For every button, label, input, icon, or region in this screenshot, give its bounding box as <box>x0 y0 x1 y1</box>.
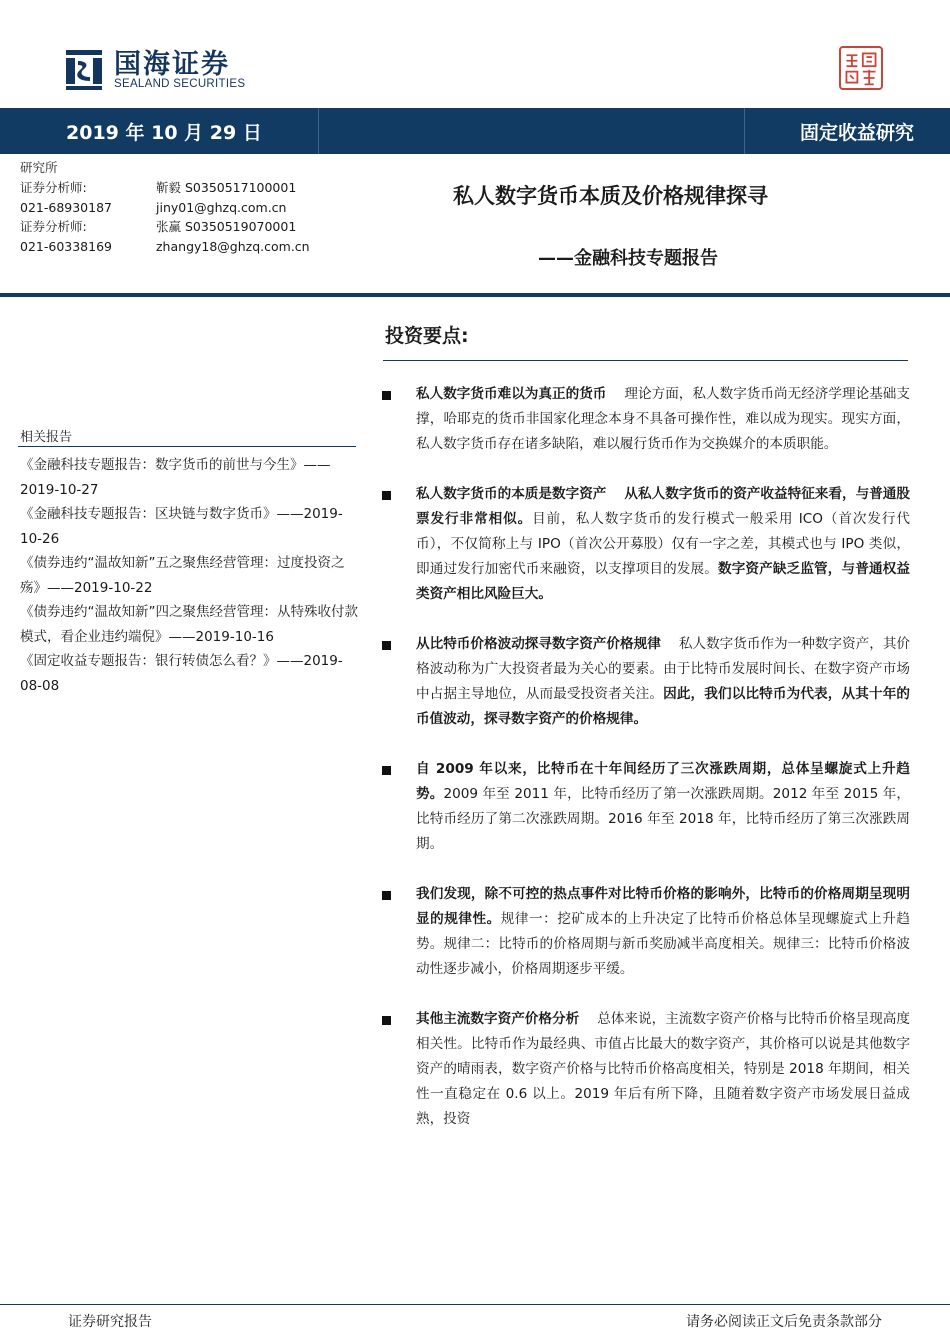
analyst-contact-row <box>20 237 350 257</box>
analyst-row <box>20 178 350 198</box>
summary-item <box>382 757 910 857</box>
logo-chinese-name: 国海证券 <box>114 49 230 80</box>
summary-item <box>382 482 910 607</box>
analyst-name-license: 张赢 S0350519070001 <box>156 219 297 235</box>
analyst-role: 证券分析师: <box>20 179 87 195</box>
sealand-logo-icon <box>62 44 106 90</box>
report-subtitle: ——金融科技专题报告 <box>538 248 718 269</box>
summary-heading: 投资要点: <box>385 325 469 347</box>
header-rule <box>0 293 950 297</box>
summary-item-text: 目前，私人数字货币的发行模式一般采用 ICO（首次发行代币），不仅简称上与 IPO（首次公开募股）仅有一字之差，其模式也与 IPO 类似，即通过发行加密代币来融资，以支撑项目的发展。 <box>416 511 910 577</box>
summary-divider <box>383 360 908 361</box>
summary-item-text: 规律一：挖矿成本的上升决定了比特币价格总体呈现螺旋式上升趋势。规律二：比特币的价格周期与新币奖励减半高度相关。规律三：比特币价格波动性逐步减小，价格周期逐步平缓。 <box>416 911 911 977</box>
summary-item-lead: 自 2009 年以来，比特币在十年间经历了三次涨跌周期，总体呈螺旋式上升趋势。 <box>416 761 910 802</box>
analyst-info <box>20 158 350 257</box>
logo-english-name: SEALAND SECURITIES <box>114 78 246 90</box>
summary-item-lead: 私人数字货币的本质是数字资产 <box>416 486 607 502</box>
header-banner <box>0 108 950 154</box>
summary-item-lead: 从比特币价格波动探寻数字资产价格规律 <box>416 636 661 652</box>
analyst-name-license: 靳毅 S0350517100001 <box>156 179 297 195</box>
square-bullet-icon <box>382 1016 391 1025</box>
related-reports-heading: 相关报告 <box>20 430 73 445</box>
summary-item-emphasis: 因此，我们以比特币为代表，从其十年的币值波动，探寻数字资产的价格规律。 <box>416 686 911 727</box>
related-report-link[interactable]: 《金融科技专题报告：数字货币的前世与今生》——2019-10-27 <box>20 457 331 498</box>
analyst-phone: 021-68930187 <box>20 199 112 215</box>
research-seal-icon <box>839 46 883 90</box>
summary-item-lead: 其他主流数字资产价格分析 <box>416 1011 580 1027</box>
related-reports-divider <box>18 446 356 447</box>
analyst-email[interactable]: zhangy18@ghzq.com.cn <box>156 239 310 255</box>
analyst-email[interactable]: jiny01@ghzq.com.cn <box>156 199 287 215</box>
analyst-contact-row <box>20 198 350 218</box>
footer-doc-type: 证券研究报告 <box>68 1314 152 1330</box>
summary-list <box>382 382 910 1132</box>
footer-rule <box>0 1304 950 1305</box>
footer-disclaimer: 请务必阅读正文后免责条款部分 <box>686 1314 882 1330</box>
summary-item-lead: 我们发现，除不可控的热点事件对比特币价格的影响外，比特币的价格周期呈现明显的规律性。 <box>416 886 910 927</box>
related-report-link[interactable]: 《金融科技专题报告：区块链与数字货币》——2019-10-26 <box>20 506 343 547</box>
related-report-link[interactable]: 《债券违约“温故知新”四之聚焦经营管理：从特殊收付款模式，看企业违约端倪》——2019-10-16 <box>20 604 358 645</box>
square-bullet-icon <box>382 391 391 400</box>
summary-item-text: 总体来说，主流数字资产价格与比特币价格呈现高度相关性。比特币作为最经典、市值占比最大的数字资产，其价格可以说是其他数字资产的晴雨表，数字资产价格与比特币价格高度相关，特别是 2018 年期间，相关性一直稳定在 0.6 以上。2019 年后有所下降，且随着数字资产市场发展日益成熟，投资 <box>416 1011 911 1127</box>
square-bullet-icon <box>382 641 391 650</box>
banner-divider <box>318 108 319 154</box>
summary-item-emphasis: 数字资产缺乏监管，与普通权益类资产相比风险巨大。 <box>416 561 910 602</box>
analyst-role: 证券分析师: <box>20 219 87 235</box>
square-bullet-icon <box>382 891 391 900</box>
related-reports-list <box>20 453 358 698</box>
square-bullet-icon <box>382 766 391 775</box>
report-title: 私人数字货币本质及价格规律探寻 <box>453 184 768 208</box>
report-date: 2019 年 10 月 29 日 <box>66 122 262 144</box>
related-report-link[interactable]: 《债券违约“温故知新”五之聚焦经营管理：过度投资之殇》——2019-10-22 <box>20 555 345 596</box>
summary-item <box>382 382 910 457</box>
summary-item-emphasis: 从私人数字货币的资产收益特征来看，与普通股票发行非常相似。 <box>416 486 911 527</box>
square-bullet-icon <box>382 491 391 500</box>
department-label: 研究所 <box>20 160 58 175</box>
banner-divider <box>744 108 745 154</box>
summary-item <box>382 632 910 732</box>
summary-item-text: 理论方面，私人数字货币尚无经济学理论基础支撑，哈耶克的货币非国家化理念本身不具备可操作性，难以成为现实。现实方面，私人数字货币存在诸多缺陷，难以履行货币作为交换媒介的本质职能。 <box>416 386 911 452</box>
summary-item <box>382 1007 910 1132</box>
report-category: 固定收益研究 <box>799 122 914 144</box>
analyst-row <box>20 217 350 237</box>
summary-item-lead: 私人数字货币难以为真正的货币 <box>416 386 607 402</box>
department <box>20 158 350 178</box>
related-report-link[interactable]: 《固定收益专题报告：银行转债怎么看？》——2019-08-08 <box>20 653 343 694</box>
analyst-phone: 021-60338169 <box>20 239 112 255</box>
summary-item-text: 私人数字货币作为一种数字资产，其价格波动称为广大投资者最为关心的要素。由于比特币发展时间长、在数字资产市场中占据主导地位，从而最受投资者关注。 <box>416 636 911 702</box>
summary-item <box>382 882 910 982</box>
summary-item-text: 2009 年至 2011 年，比特币经历了第一次涨跌周期。2012 年至 2015 年，比特币经历了第二次涨跌周期。2016 年至 2018 年，比特币经历了第三次涨跌周期。 <box>416 786 911 852</box>
company-logo <box>62 40 282 96</box>
